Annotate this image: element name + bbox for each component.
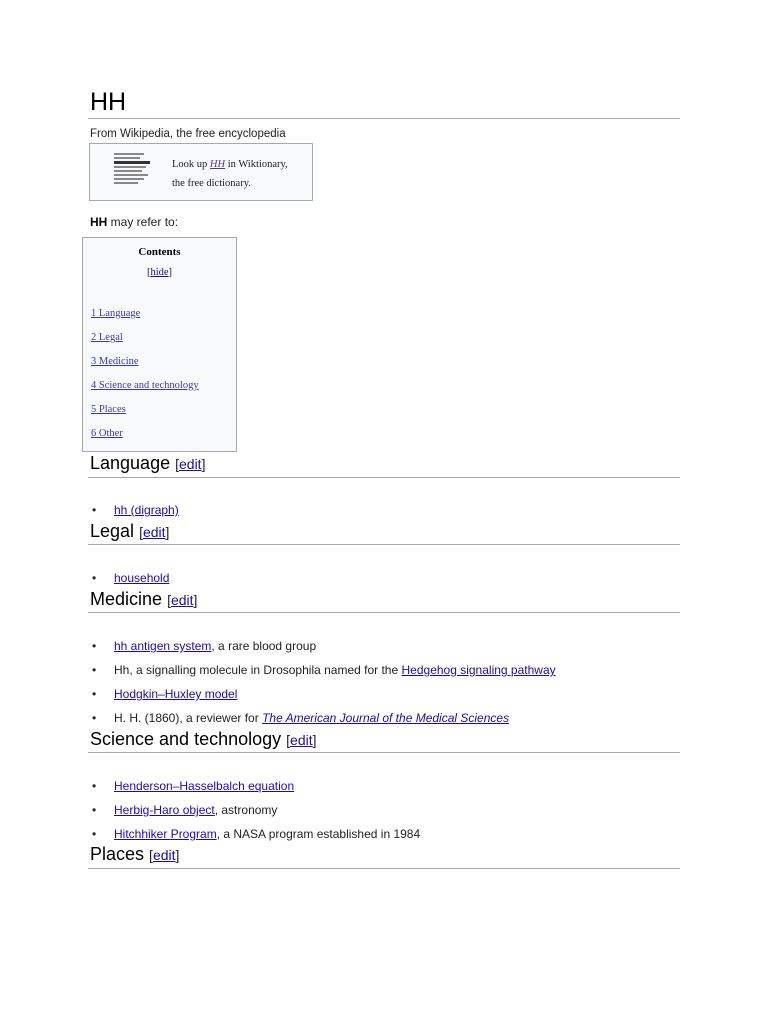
bullet-icon: •	[92, 663, 97, 677]
item-link[interactable]: Hitchhiker Program	[114, 827, 217, 841]
bullet-icon: •	[92, 803, 97, 817]
toc-bracket-close: ]	[168, 267, 173, 278]
toc-item-language[interactable]: 1 Language	[91, 308, 141, 319]
edit-bracket-open: [	[175, 456, 179, 472]
item-link[interactable]: Hodgkin–Huxley model	[114, 687, 238, 701]
section-divider	[88, 477, 680, 478]
page-title: HH	[90, 88, 127, 116]
edit-control	[175, 456, 205, 472]
wiktionary-prefix: Look up	[172, 159, 210, 170]
list-item	[92, 687, 237, 701]
edit-bracket-open: [	[286, 732, 291, 748]
item-text: H. H. (1860), a reviewer for	[114, 711, 263, 725]
tagline: From Wikipedia, the free encyclopedia	[90, 128, 286, 140]
toc-toggle	[83, 267, 236, 278]
edit-link-legal[interactable]: edit	[142, 524, 166, 540]
list-item	[92, 711, 509, 725]
item-link[interactable]: household	[114, 571, 170, 585]
list-item	[92, 663, 556, 677]
list-item	[92, 639, 316, 653]
toc-item-legal[interactable]: 2 Legal	[91, 332, 123, 343]
toc-item-other[interactable]: 6 Other	[91, 428, 123, 439]
edit-control	[167, 592, 197, 608]
wiktionary-logo-icon	[114, 153, 152, 193]
section-divider	[88, 544, 680, 545]
bullet-icon: •	[92, 827, 97, 841]
item-text: , astronomy	[214, 803, 278, 817]
wiktionary-line2: the free dictionary.	[172, 178, 251, 189]
section-heading-places	[90, 844, 179, 865]
intro-bold: HH	[90, 215, 108, 229]
item-link[interactable]: Hedgehog signaling pathway	[401, 663, 556, 677]
section-title: Legal	[90, 521, 135, 541]
edit-bracket-open: [	[167, 592, 171, 608]
section-heading-language	[90, 453, 205, 474]
toc-hide-link[interactable]: hide	[150, 267, 169, 278]
edit-bracket-close: ]	[312, 732, 317, 748]
edit-link-language[interactable]: edit	[179, 456, 202, 472]
section-heading-legal	[90, 521, 169, 542]
wiktionary-box	[89, 143, 313, 201]
intro-rest: may refer to:	[107, 215, 179, 229]
section-divider	[88, 868, 680, 869]
section-title: Places	[90, 844, 145, 864]
edit-bracket-close: ]	[165, 524, 170, 540]
item-link[interactable]: Henderson–Hasselbalch equation	[114, 779, 295, 793]
section-title: Language	[90, 453, 171, 473]
item-link[interactable]: The American Journal of the Medical Sciences	[262, 711, 510, 725]
title-divider	[88, 118, 680, 119]
edit-bracket-open: [	[139, 524, 143, 540]
wiktionary-link[interactable]: HH	[209, 159, 226, 170]
edit-bracket-close: ]	[201, 456, 206, 472]
section-heading-science	[90, 729, 317, 750]
item-text: Hh, a signalling molecule in Drosophila named for the	[114, 663, 402, 677]
wiktionary-suffix: in Wiktionary,	[225, 159, 288, 170]
toc-bracket-open: [	[146, 267, 151, 278]
toc-item-places[interactable]: 5 Places	[91, 404, 126, 415]
bullet-icon: •	[92, 571, 97, 585]
item-link[interactable]: hh antigen system	[114, 639, 212, 653]
bullet-icon: •	[92, 779, 97, 793]
bullet-icon: •	[92, 687, 97, 701]
section-title: Medicine	[90, 589, 163, 609]
toc-item-science[interactable]: 4 Science and technology	[91, 380, 199, 391]
list-item	[92, 571, 169, 585]
bullet-icon: •	[92, 639, 97, 653]
intro-text	[90, 215, 178, 229]
toc-title: Contents	[138, 246, 181, 258]
bullet-icon: •	[92, 711, 97, 725]
edit-control	[149, 847, 179, 863]
edit-link-science[interactable]: edit	[290, 732, 313, 748]
section-divider	[88, 612, 680, 613]
list-item	[92, 779, 294, 793]
edit-bracket-close: ]	[193, 592, 198, 608]
list-item	[92, 827, 420, 841]
edit-bracket-close: ]	[175, 847, 180, 863]
list-item	[92, 803, 277, 817]
table-of-contents	[82, 237, 237, 452]
toc-item-medicine[interactable]: 3 Medicine	[91, 356, 139, 367]
wiktionary-text	[172, 155, 308, 193]
section-divider	[88, 752, 680, 753]
section-title: Science and technology	[90, 729, 282, 749]
section-heading-medicine	[90, 589, 197, 610]
bullet-icon: •	[92, 503, 97, 517]
item-text: , a NASA program established in 1984	[216, 827, 421, 841]
edit-link-places[interactable]: edit	[152, 847, 176, 863]
edit-bracket-open: [	[149, 847, 153, 863]
item-link[interactable]: hh (digraph)	[114, 503, 179, 517]
edit-link-medicine[interactable]: edit	[170, 592, 194, 608]
item-link[interactable]: Herbig-Haro object	[114, 803, 215, 817]
item-text: , a rare blood group	[211, 639, 317, 653]
list-item	[92, 503, 179, 517]
edit-control	[139, 524, 169, 540]
edit-control	[286, 732, 316, 748]
